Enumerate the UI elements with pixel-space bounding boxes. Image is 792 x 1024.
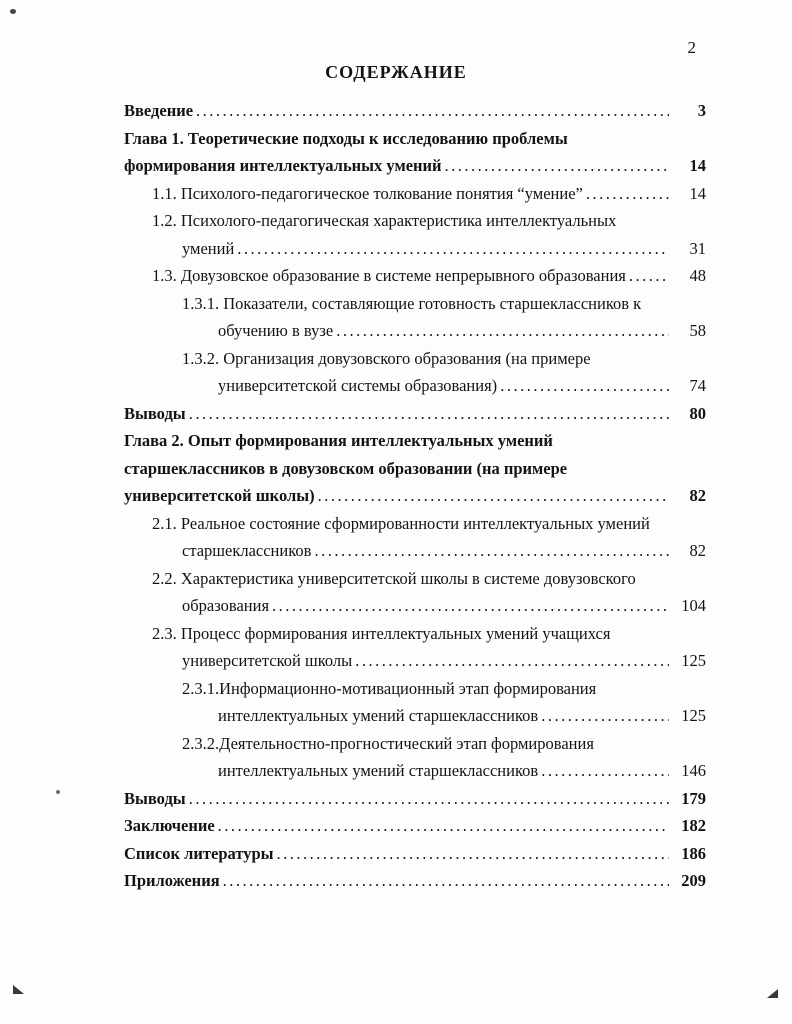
dot-leader	[541, 757, 669, 785]
toc-entry-text: Приложения	[124, 871, 220, 890]
dot-leader	[196, 97, 669, 125]
toc-entry-text: Заключение	[124, 816, 215, 835]
toc-entry	[124, 290, 706, 345]
toc-entry-line	[124, 675, 706, 703]
scan-corner-bottom-right	[767, 989, 778, 998]
toc-entry-line	[124, 565, 706, 593]
toc-entry-line	[124, 730, 706, 758]
toc-entry	[124, 427, 706, 510]
toc-entry	[124, 867, 706, 895]
toc-entry-page: 104	[681, 596, 706, 615]
toc-entry-page: 179	[681, 788, 706, 808]
toc-entry	[124, 345, 706, 400]
dot-leader	[277, 840, 669, 868]
toc-entry-text: университетской школы	[182, 651, 353, 670]
toc-entry	[124, 730, 706, 785]
toc-entry-page: 31	[689, 238, 706, 258]
toc-entry-line	[124, 455, 706, 483]
toc-entry-lastline	[124, 647, 706, 675]
toc-entry-lastline	[124, 400, 706, 428]
toc-entry-text: университетской системы образования)	[218, 376, 498, 395]
toc-entry-text: 2.3.2.Деятельностно-прогностический этап формирования	[182, 733, 594, 753]
toc-entry-text: умений	[182, 238, 235, 258]
toc-entry-lastline	[124, 235, 706, 263]
page-title: СОДЕРЖАНИЕ	[325, 62, 467, 82]
toc-entry-text: Глава 1. Теоретические подходы к исследованию проблемы	[124, 128, 568, 148]
toc-entry-text: Введение	[124, 101, 194, 120]
toc-entry-page: 74	[689, 376, 706, 395]
toc-entry-lastline	[124, 537, 706, 565]
toc-entry-lastline	[124, 867, 706, 895]
dot-leader	[318, 482, 669, 510]
toc-entry-text: университетской школы)	[124, 486, 315, 505]
toc-entry	[124, 510, 706, 565]
toc-entry-lastline	[124, 757, 706, 785]
toc-entry-text: 1.3. Довузовское образование в системе непрерывного образования	[152, 266, 626, 285]
toc-entry-page: 14	[689, 156, 706, 175]
toc-entry-text: 1.2. Психолого-педагогическая характеристика интеллектуальных	[152, 211, 617, 230]
toc-entry-text: Глава 2. Опыт формирования интеллектуальных умений	[124, 431, 553, 450]
toc-entry-text: 1.3.2. Организация довузовского образования (на примере	[182, 348, 591, 368]
toc-entry-text: 2.1. Реальное состояние сформированности интеллектуальных умений	[152, 513, 650, 533]
toc-entry	[124, 262, 706, 290]
dot-leader	[237, 235, 669, 263]
toc-entry	[124, 400, 706, 428]
dot-leader	[272, 592, 669, 620]
toc-entry-page: 209	[681, 871, 706, 890]
toc-entry-page: 14	[689, 183, 706, 203]
toc-entry-line	[124, 620, 706, 648]
toc-entry-line	[124, 510, 706, 538]
toc-entry	[124, 620, 706, 675]
scan-corner-bottom-left	[13, 985, 24, 994]
toc-entry-line	[124, 345, 706, 373]
toc-entry-text: Выводы	[124, 403, 186, 423]
toc-entry-page: 125	[681, 706, 706, 725]
toc-entry-lastline	[124, 785, 706, 813]
toc-entry-text: обучению в вузе	[218, 321, 334, 340]
toc-entry-page: 146	[681, 761, 706, 780]
toc-entry-text: интеллектуальных умений старшеклассников	[218, 706, 539, 725]
toc-entry-lastline	[124, 592, 706, 620]
toc-entry-lastline	[124, 180, 706, 208]
scan-speck-left-margin	[56, 790, 60, 794]
toc-entry-text: образования	[182, 596, 270, 615]
toc-entry-page: 58	[689, 321, 706, 340]
toc-entry-lastline	[124, 317, 706, 345]
toc-entry	[124, 812, 706, 840]
toc-entry-line	[124, 290, 706, 318]
toc-entry	[124, 207, 706, 262]
toc-entry-line	[124, 207, 706, 235]
dot-leader	[336, 317, 669, 345]
toc-entry	[124, 840, 706, 868]
dot-leader	[314, 537, 669, 565]
toc-entry-lastline	[124, 840, 706, 868]
toc-entry-lastline	[124, 372, 706, 400]
toc	[124, 97, 706, 895]
dot-leader	[189, 785, 669, 813]
toc-entry-text: 1.1. Психолого-педагогическое толкование понятия “умение”	[152, 183, 583, 203]
toc-entry	[124, 785, 706, 813]
toc-entry-page: 125	[681, 651, 706, 670]
toc-entry-text: 2.2. Характеристика университетской школы в системе довузовского	[152, 568, 636, 588]
toc-entry-text: Выводы	[124, 788, 186, 808]
toc-entry-lastline	[124, 97, 706, 125]
toc-entry-page: 182	[681, 816, 706, 835]
dot-leader	[629, 262, 669, 290]
dot-leader	[445, 152, 669, 180]
toc-entry-lastline	[124, 702, 706, 730]
dot-leader	[586, 180, 669, 208]
toc-entry-lastline	[124, 262, 706, 290]
toc-entry-page: 82	[689, 486, 706, 505]
toc-entry-text: формирования интеллектуальных умений	[124, 156, 442, 175]
toc-entry	[124, 97, 706, 125]
dot-leader	[218, 812, 669, 840]
toc-entry-page: 48	[689, 266, 706, 285]
toc-entry	[124, 125, 706, 180]
toc-entry-text: 1.3.1. Показатели, составляющие готовность старшеклассников к	[182, 293, 642, 313]
dot-leader	[541, 702, 669, 730]
toc-entry-line	[124, 427, 706, 455]
dot-leader	[500, 372, 669, 400]
dot-leader	[355, 647, 669, 675]
toc-entry-page: 186	[681, 843, 706, 863]
toc-entry-text: 2.3.1.Информационно-мотивационный этап формирования	[182, 678, 597, 698]
dot-leader	[223, 867, 669, 895]
toc-entry-text: Список литературы	[124, 843, 274, 863]
dot-leader	[189, 400, 669, 428]
toc-entry	[124, 675, 706, 730]
toc-entry-page: 3	[697, 101, 706, 120]
toc-entry-lastline	[124, 152, 706, 180]
page-number: 2	[687, 38, 696, 57]
toc-entry-text: интеллектуальных умений старшеклассников	[218, 761, 539, 780]
toc-entry-line	[124, 125, 706, 153]
toc-entry	[124, 565, 706, 620]
toc-entry	[124, 180, 706, 208]
toc-entry-text: старшеклассников	[182, 541, 312, 560]
toc-entry-lastline	[124, 812, 706, 840]
scan-speck-top-left	[10, 9, 16, 14]
toc-entry-page: 82	[689, 541, 706, 560]
toc-entry-lastline	[124, 482, 706, 510]
toc-entry-text: 2.3. Процесс формирования интеллектуальных умений учащихся	[152, 623, 611, 643]
toc-entry-text: старшеклассников в довузовском образовании (на примере	[124, 458, 568, 478]
toc-entry-page: 80	[689, 403, 706, 423]
